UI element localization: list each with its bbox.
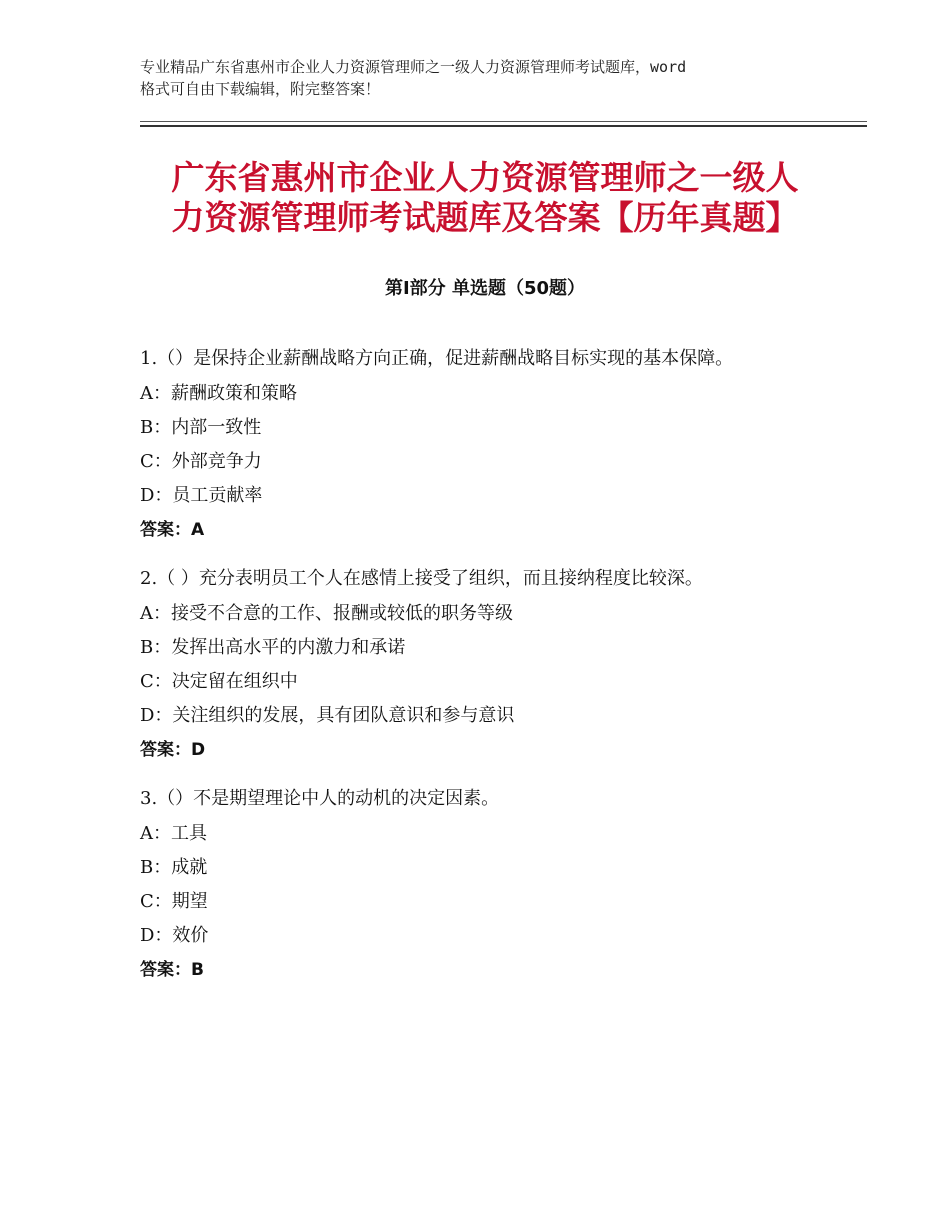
question-option-c: C：决定留在组织中	[140, 671, 298, 692]
question-stem: 1.（）是保持企业薪酬战略方向正确，促进薪酬战略目标实现的基本保障。	[140, 348, 734, 369]
question-option-b: B：发挥出高水平的内激力和承诺	[140, 637, 406, 658]
question-option-a: A：接受不合意的工作、报酬或较低的职务等级	[140, 603, 513, 624]
question-option-b: B：内部一致性	[140, 417, 262, 438]
document-title-line-1: 广东省惠州市企业人力资源管理师之一级人	[171, 158, 799, 197]
question-option-a: A：工具	[140, 823, 207, 844]
header-note-line-1: 专业精品广东省惠州市企业人力资源管理师之一级人力资源管理师考试题库，word	[140, 58, 687, 76]
question-option-a: A：薪酬政策和策略	[140, 383, 297, 404]
question-stem: 2.（ ）充分表明员工个人在感情上接受了组织，而且接纳程度比较深。	[140, 568, 703, 589]
question-option-d: D：员工贡献率	[140, 485, 263, 506]
header-divider-thin	[140, 121, 867, 122]
question-option-c: C：期望	[140, 891, 208, 912]
question-item-2	[140, 564, 830, 764]
header-note	[140, 56, 830, 100]
question-answer: 答案：A	[140, 520, 205, 540]
question-item-1	[140, 344, 830, 544]
question-stem: 3.（）不是期望理论中人的动机的决定因素。	[140, 788, 500, 809]
document-title-line-2: 力资源管理师考试题库及答案【历年真题】	[171, 198, 799, 237]
question-list	[140, 344, 830, 1004]
header-note-line-2: 格式可自由下载编辑，附完整答案！	[140, 80, 381, 98]
document-title	[140, 158, 830, 238]
question-option-d: D：关注组织的发展，具有团队意识和参与意识	[140, 705, 515, 726]
question-answer: 答案：B	[140, 960, 204, 980]
question-item-3	[140, 784, 830, 984]
section-title: 第Ⅰ部分 单选题（50题）	[384, 278, 585, 299]
question-option-c: C：外部竞争力	[140, 451, 262, 472]
question-option-d: D：效价	[140, 925, 209, 946]
header-divider-thick	[140, 125, 867, 127]
question-option-b: B：成就	[140, 857, 208, 878]
question-answer: 答案：D	[140, 740, 206, 760]
